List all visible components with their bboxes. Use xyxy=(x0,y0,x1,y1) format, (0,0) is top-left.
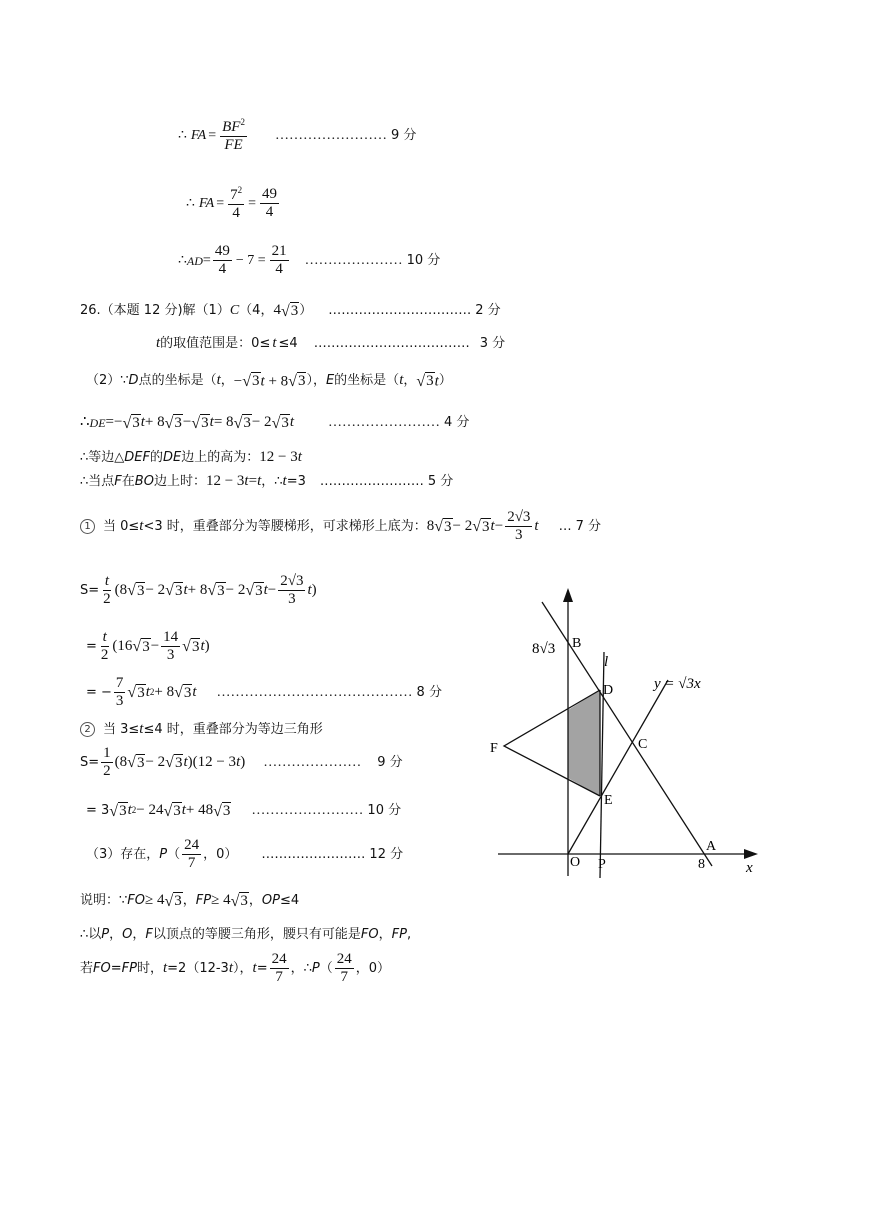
equals: = xyxy=(86,639,97,654)
var-t: t xyxy=(434,373,439,390)
var-t: t xyxy=(139,518,144,534)
f-on-bo xyxy=(80,474,453,489)
denominator: 4 xyxy=(232,205,240,221)
label-eight: 8 xyxy=(698,857,705,872)
fraction-2root3-over-3: $\frac{2√3}{3}$ xyxy=(507,509,531,543)
comma: ， xyxy=(182,893,196,909)
case-1-trapezoid xyxy=(80,510,601,543)
minus: − 24 xyxy=(136,802,164,819)
denominator: FE xyxy=(224,137,243,153)
segment-bo: BO xyxy=(134,474,154,489)
fraction-14-over-3: $\frac{14}{3}$ xyxy=(163,629,179,663)
segment-de: DE xyxy=(163,450,182,465)
comma: ， xyxy=(378,927,392,942)
point-c: C xyxy=(229,302,240,318)
therefore-symbol: ∴ xyxy=(178,252,187,268)
equation-ad xyxy=(178,244,440,277)
plus: + 8 xyxy=(187,582,208,598)
problem-26-part1 xyxy=(80,302,501,320)
equals-minus: = − xyxy=(86,685,112,700)
close: ）， xyxy=(233,961,253,976)
fraction-49-over-4 xyxy=(260,187,279,220)
close-paren: ） xyxy=(438,373,452,389)
score-label: 4 分 xyxy=(444,415,470,431)
upper-base-expr xyxy=(427,510,539,543)
area-s-case1-result xyxy=(86,676,442,709)
score-label: 10 分 xyxy=(367,803,402,819)
score-dots: …………………… xyxy=(319,474,424,489)
text: 边上时： xyxy=(153,474,206,489)
label-o: O xyxy=(570,855,581,870)
score-dots: …………………………………… xyxy=(216,684,413,700)
score-label: 12 分 xyxy=(369,847,404,862)
text: =3 xyxy=(286,474,306,489)
score-dots: …………………………… xyxy=(328,303,472,319)
equals: = xyxy=(248,473,258,489)
var-t: t xyxy=(216,372,221,389)
comma: ， xyxy=(132,927,146,942)
coord-open: （4， xyxy=(239,303,274,319)
label-l: l xyxy=(604,654,609,670)
score-dots: …………………… xyxy=(251,802,364,818)
var-t: t xyxy=(140,414,145,431)
var-t: t xyxy=(244,473,249,489)
point-f: F xyxy=(114,474,122,489)
expr: 12 − 3 xyxy=(205,473,245,489)
sqrt-3: √ 3 xyxy=(434,518,452,536)
sqrt-3: √ 3 xyxy=(416,372,434,390)
label-c: C xyxy=(638,737,648,752)
therefore-symbol: ∴ xyxy=(80,414,90,431)
y-axis-arrow xyxy=(563,588,573,602)
sqrt-3: √ 3 xyxy=(163,802,181,820)
var-t: t xyxy=(252,960,257,976)
label-eight-root3: 8√3 xyxy=(532,641,556,657)
sqrt-3: √ 3 xyxy=(165,754,183,772)
sqrt-3: √ 3 xyxy=(213,802,231,820)
case-2-triangle xyxy=(80,722,323,737)
text: （3）存在， xyxy=(86,847,160,862)
score-dots: ……………………………… xyxy=(313,336,470,351)
text: 的坐标是（ xyxy=(334,373,400,389)
comma: ， xyxy=(248,893,262,909)
text: 当 3≤ xyxy=(103,722,140,737)
var-t: t xyxy=(228,960,233,976)
height-def xyxy=(80,450,302,465)
fraction-t-over-2: $\frac{t}{2}$ xyxy=(103,573,111,607)
var-de: DE xyxy=(89,415,106,430)
plus: + 8 xyxy=(144,414,165,431)
text: 当 0≤ xyxy=(103,519,140,534)
text: 的 xyxy=(149,450,163,465)
explanation xyxy=(80,892,299,910)
text: ，∴ xyxy=(290,961,312,976)
close: ，0） xyxy=(355,961,391,976)
denominator: 4 xyxy=(218,261,227,277)
label-p: P xyxy=(598,857,606,872)
text: 在 xyxy=(121,474,135,489)
var-t: t xyxy=(236,754,241,770)
minus: − 2 xyxy=(145,582,166,598)
part2-coordinates xyxy=(86,372,452,390)
problem-heading: 26.（本题 12 分)解（1） xyxy=(80,303,230,319)
sqrt-3: √ 3 xyxy=(233,414,251,432)
fraction-2root3-over-3: $\frac{2√3}{3}$ xyxy=(280,573,304,607)
var-t: t xyxy=(156,335,161,351)
close: ，0） xyxy=(203,847,238,862)
minus: − 2 xyxy=(452,518,473,534)
segment-fo: FO xyxy=(360,927,379,942)
label-f: F xyxy=(490,741,498,756)
var-t: t xyxy=(260,373,265,390)
sqrt-3: √ 3 xyxy=(245,582,263,600)
equation-fa-49-4 xyxy=(186,186,281,221)
sqrt-3: √ 3 xyxy=(164,414,182,432)
range-text-end: ≤4 xyxy=(278,336,298,351)
exponent: 2 xyxy=(237,185,243,195)
s-label: S= xyxy=(80,583,100,598)
expr-e xyxy=(416,372,438,390)
plus: + 8 xyxy=(264,373,289,390)
geometry-figure xyxy=(486,580,766,890)
var-t: t xyxy=(297,449,302,465)
fraction-24-over-7: $\frac{24}{7}$ xyxy=(271,951,287,985)
coef: 8 xyxy=(426,518,435,534)
expr-d xyxy=(234,372,307,390)
text: 点的坐标是（ xyxy=(138,373,217,389)
minus: − xyxy=(267,582,277,598)
part3-exists xyxy=(86,838,403,871)
comma: ， xyxy=(109,927,123,942)
minus: − 2 xyxy=(251,414,272,431)
equation-fa-bf2-fe xyxy=(178,118,416,153)
fraction-7sq-over-4 xyxy=(228,186,244,221)
sqrt-3: √ 3 xyxy=(127,684,145,702)
label-b: B xyxy=(572,636,582,651)
segment-fo: FO xyxy=(93,961,111,976)
text: ，∴ xyxy=(261,474,283,489)
var-fa: FA xyxy=(190,127,207,143)
score-dots: …………………… xyxy=(274,127,387,143)
plus: + 48 xyxy=(185,802,214,819)
close: ) xyxy=(311,582,317,598)
fraction-1-over-2: $\frac{1}{2}$ xyxy=(103,745,111,779)
var-t: t xyxy=(183,754,188,770)
coord-close: ） xyxy=(299,303,313,319)
score-dots: …………………… xyxy=(261,847,366,862)
text: ∴当点 xyxy=(80,474,115,489)
var-t: t xyxy=(200,638,205,654)
var-t: t xyxy=(209,414,214,431)
comma: , xyxy=(406,927,412,942)
score-label: 8 分 xyxy=(416,685,442,700)
area-s-case2-result xyxy=(86,802,401,820)
label-a: A xyxy=(706,839,717,854)
point-p: P xyxy=(159,847,168,862)
var-t: t xyxy=(162,960,168,976)
minus: − 2 xyxy=(145,754,166,770)
plus: + 8 xyxy=(154,684,175,700)
minus: − xyxy=(150,638,160,654)
var-t: t xyxy=(263,582,268,598)
equals: = 3 xyxy=(86,803,110,819)
equals: = 8 xyxy=(213,414,234,431)
label-e: E xyxy=(604,793,613,808)
sqrt-3: √ 3 xyxy=(280,302,299,320)
ge: ≥ 4 xyxy=(145,892,165,909)
comma: ， xyxy=(220,373,234,389)
expr: 12 − 3 xyxy=(259,449,298,465)
part-label: （2）∵ xyxy=(86,373,129,389)
score-label: 7 分 xyxy=(575,519,601,534)
minus: − xyxy=(182,414,192,431)
mid: )(12 − 3 xyxy=(187,754,237,770)
numerator: BF xyxy=(222,119,241,135)
numerator: 7 xyxy=(230,187,238,203)
fraction-49-over-4 xyxy=(213,244,232,277)
exponent: 2 xyxy=(240,117,245,127)
var-t: t xyxy=(139,721,144,737)
range-text: 的取值范围是：0≤ xyxy=(160,336,271,351)
text: <3 时，重叠部分为等腰梯形，可求梯形上底为： xyxy=(143,519,427,534)
fraction-21-over-4 xyxy=(270,244,289,277)
var-t: t xyxy=(192,684,197,700)
score-label: 3 分 xyxy=(479,336,506,351)
text: ≤4 时，重叠部分为等边三角形 xyxy=(143,722,323,737)
text: 时， xyxy=(136,961,163,976)
sqrt-3: √ 3 xyxy=(122,414,140,432)
score-label: 2 分 xyxy=(475,303,501,319)
expr: =2（12-3 xyxy=(167,961,229,976)
fo-eq-fp xyxy=(80,952,390,985)
open: (8 xyxy=(114,754,128,770)
var-t: t xyxy=(307,582,312,598)
var-t: t xyxy=(183,582,188,598)
label-line-eq: y = √3x xyxy=(654,676,701,692)
equals: = xyxy=(110,961,122,976)
var-t: t xyxy=(145,684,150,700)
fraction-24-over-7: $\frac{24}{7}$ xyxy=(336,951,352,985)
close-paren: ）， xyxy=(306,373,326,389)
exponent: 2 xyxy=(131,805,137,816)
ge: ≥ 4 xyxy=(211,892,231,909)
numerator: 21 xyxy=(271,243,287,259)
point-d: D xyxy=(128,373,139,389)
sqrt-3: √ 3 xyxy=(165,582,183,600)
text: 边上的高为： xyxy=(181,450,260,465)
var-t: t xyxy=(282,473,287,489)
text: 以顶点的等腰三角形，腰只有可能是 xyxy=(152,927,361,942)
equals: = xyxy=(216,195,225,211)
sqrt-3: √ 3 xyxy=(242,372,260,390)
text: 若 xyxy=(80,961,94,976)
area-s-case2 xyxy=(80,746,403,779)
le: ≤4 xyxy=(279,893,300,909)
sqrt-3: √ 3 xyxy=(182,638,200,656)
segment-fp: FP xyxy=(121,961,137,976)
sqrt-3: √ 3 xyxy=(472,518,490,536)
sqrt-3: √ 3 xyxy=(132,638,150,656)
equals: = xyxy=(202,252,211,268)
x-axis-arrow xyxy=(744,849,758,859)
therefore-symbol: ∴ xyxy=(186,195,195,211)
close: ) xyxy=(240,754,246,770)
fraction-24-over-7: $\frac{24}{7}$ xyxy=(184,837,200,871)
fraction-7-over-3: $\frac{7}{3}$ xyxy=(115,675,124,709)
equation-de xyxy=(80,414,469,432)
var-t: t xyxy=(181,802,186,819)
point-e: E xyxy=(325,373,335,389)
sqrt-3: √ 3 xyxy=(207,582,225,600)
var-fa: FA xyxy=(198,195,215,211)
close: ) xyxy=(204,638,210,654)
minus: − xyxy=(233,373,243,390)
score-dots: ………………… xyxy=(263,754,362,770)
sqrt-3: √ 3 xyxy=(127,582,145,600)
therefore-symbol: ∴ xyxy=(178,127,187,143)
fraction-t-over-2: $\frac{t}{2}$ xyxy=(100,629,109,663)
equals: = xyxy=(256,961,268,976)
coefficient: 4 xyxy=(273,302,281,319)
segment-fp: FP xyxy=(391,927,407,942)
sqrt-3: √ 3 xyxy=(127,754,145,772)
open: (16 xyxy=(112,638,133,654)
circled-number: 2 xyxy=(80,722,95,737)
var-t: t xyxy=(490,518,495,534)
triangle-def: DEF xyxy=(124,450,150,465)
var-t: t xyxy=(399,372,404,389)
sqrt-3: √ 3 xyxy=(230,892,248,910)
open: （ xyxy=(167,847,181,862)
var-t: t xyxy=(257,473,262,489)
score-label: 9 分 xyxy=(377,755,403,770)
score-dots: ………………… xyxy=(304,252,403,268)
equals-minus: =− xyxy=(105,414,123,431)
var-t: t xyxy=(127,802,132,819)
numerator: 49 xyxy=(262,186,278,202)
sqrt-3: √ 3 xyxy=(191,414,209,432)
segment-op: OP xyxy=(261,893,280,909)
var-t: t xyxy=(289,414,295,431)
var-t: t xyxy=(272,335,277,351)
denominator: 4 xyxy=(265,204,274,220)
s-label: S= xyxy=(80,755,100,770)
sqrt-3: √ 3 xyxy=(271,414,289,432)
var-t: t xyxy=(534,518,539,534)
segment-fp: FP xyxy=(195,893,212,909)
score-label: 9 分 xyxy=(390,128,417,143)
circled-number: 1 xyxy=(80,519,95,534)
point-f: F xyxy=(145,927,153,942)
point-p: P xyxy=(311,961,320,976)
sqrt-3: √ 3 xyxy=(288,372,306,390)
open: (8 xyxy=(114,582,128,598)
denominator: 4 xyxy=(275,261,283,277)
text: ∴以 xyxy=(80,927,102,942)
area-s-case1 xyxy=(80,574,317,607)
equals: = xyxy=(248,195,257,211)
label-x: x xyxy=(746,860,753,876)
numerator: 49 xyxy=(214,243,230,259)
var-ad: AD xyxy=(186,253,203,268)
sqrt-3: √ 3 xyxy=(174,684,192,702)
minus: − 2 xyxy=(225,582,246,598)
point-p: P xyxy=(101,927,110,942)
label-d: D xyxy=(603,683,614,698)
segment-fo: FO xyxy=(127,893,145,909)
area-s-case1-step2 xyxy=(86,630,210,663)
point-o: O xyxy=(122,927,133,942)
fraction-bf2-over-fe xyxy=(220,118,247,153)
score-label: 5 分 xyxy=(427,474,454,489)
open: （ xyxy=(319,961,333,976)
isosceles-note xyxy=(80,928,411,941)
exponent: 2 xyxy=(149,687,155,697)
minus-seven: − 7 = xyxy=(235,252,266,268)
comma: ， xyxy=(403,373,417,389)
text: 说明：∵ xyxy=(80,893,128,909)
t-range xyxy=(156,336,505,351)
text: ∴等边△ xyxy=(80,450,125,465)
equals: = xyxy=(208,127,217,143)
score-dots: …………………… xyxy=(328,414,441,430)
sqrt-3: √ 3 xyxy=(109,802,127,820)
sqrt-3: √ 3 xyxy=(164,892,182,910)
score-dots: … xyxy=(558,519,572,534)
score-label: 10 分 xyxy=(406,253,441,268)
minus: − xyxy=(494,518,504,534)
